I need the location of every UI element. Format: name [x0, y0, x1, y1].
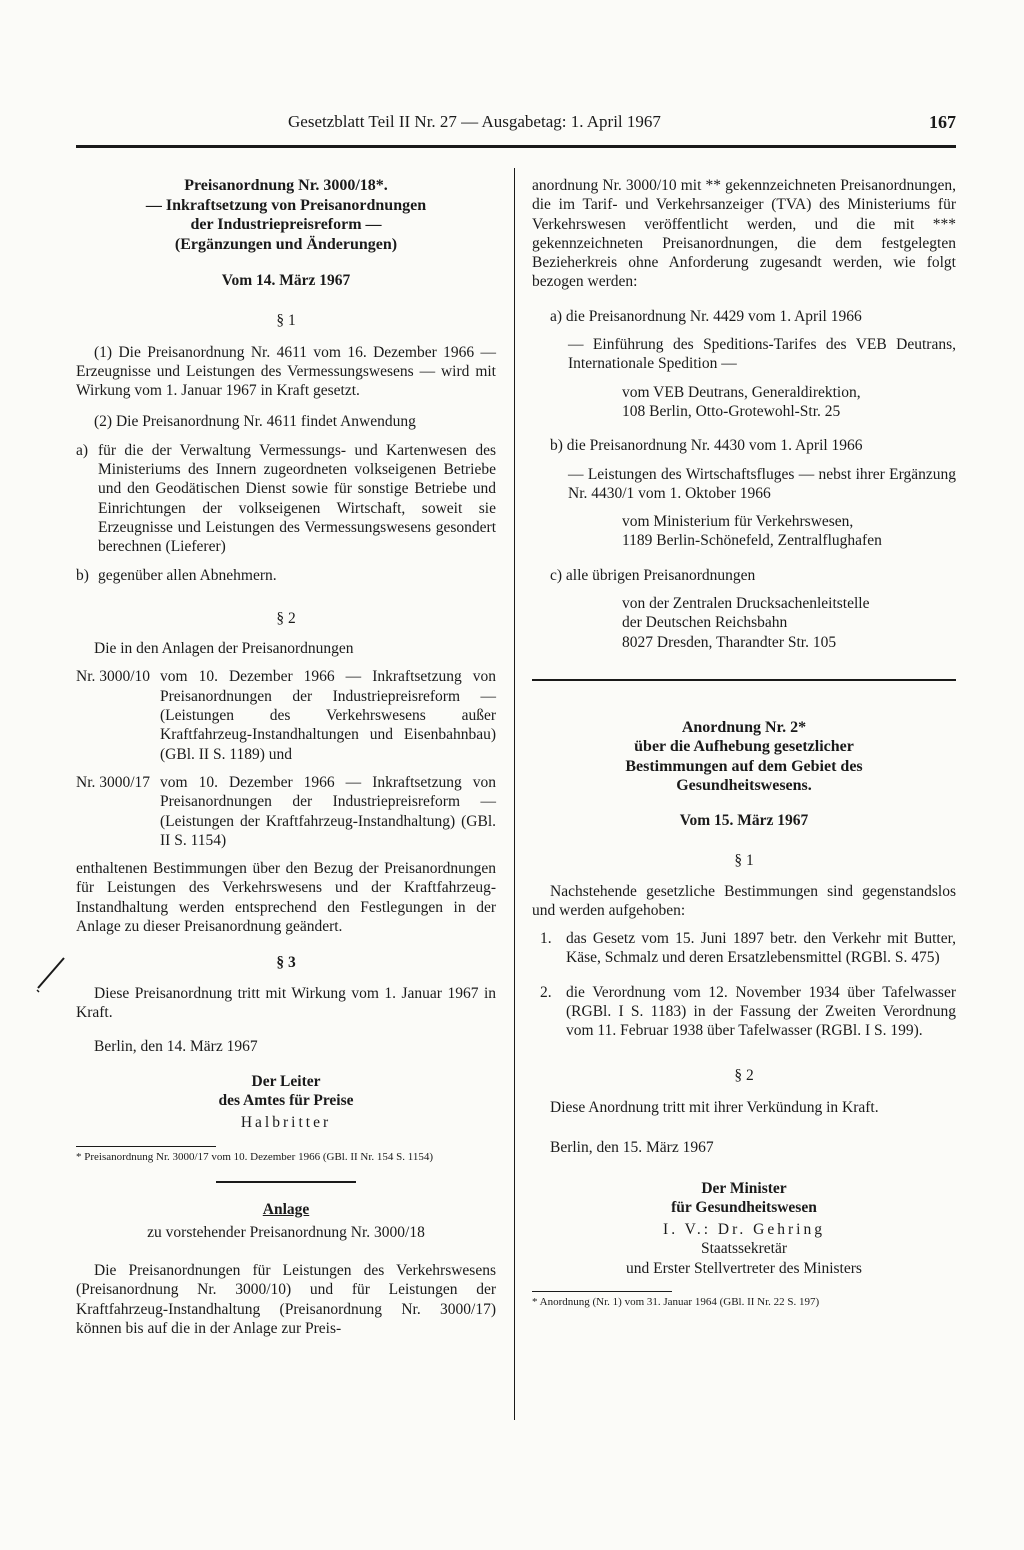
section-1-paragraph-2: (2) Die Preisanordnung Nr. 4611 findet Anwendung [94, 413, 416, 431]
section-2-intro: Die in den Anlagen der Preisanordnungen [94, 640, 354, 658]
section-2-title: § 2 [734, 1066, 754, 1084]
item-label: b) [76, 566, 89, 584]
annex-subtitle: zu vorstehender Preisanordnung Nr. 3000/18 [147, 1223, 425, 1241]
section-2-outro: enthaltenen Bestimmungen über den Bezug der Preisanordnungen für Leistungen des Verkehrswesens und der Kraftfahrzeug-Instandhaltung werden entsprechend den Festlegungen in der Anlage zu dieser Preisanordnung geändert. [76, 860, 496, 936]
heading-line: (Ergänzungen und Änderungen) [174, 235, 398, 253]
continued-text: anordnung Nr. 3000/10 mit ** gekennzeichneten Preisanordnungen, die im Tarif- und Verkehrsanzeiger (TVA) des Ministeriums für Verkehrswesen veröffentlicht werden, und die mit *** gekennzeichneten Preisanordnungen, die dem festgelegten Bezieherkreis ohne Anforderung zugesandt werden, wie folgt bezogen werden: [532, 177, 956, 291]
footnote-rule [76, 1146, 216, 1147]
item-text: vom 10. Dezember 1966 — Inkraftsetzung von Preisanordnungen der Industriepreisreform — (Leistungen des Verkehrswesens außer Kraftfahrzeug-Instandhaltungen und Eisenbahnbau) (GBl. II S. 1189) und [160, 668, 496, 763]
signatory-name: I. V.: Dr. Gehring [663, 1221, 825, 1239]
address-line: 108 Berlin, Otto-Grotewohl-Str. 25 [622, 402, 841, 420]
item-text: gegenüber allen Abnehmern. [98, 566, 277, 584]
header-title: Gesetzblatt Teil II Nr. 27 — Ausgabetag: 1. April 1967 [288, 112, 661, 131]
item-label: Nr. 3000/10 [76, 668, 151, 686]
signature-line: des Amtes für Preise [218, 1091, 354, 1109]
heading-line: Anordnung Nr. 2* [681, 718, 807, 736]
heading-line: Preisanordnung Nr. 3000/18*. [184, 177, 388, 194]
section-rule [216, 1181, 356, 1183]
heading-line: Bestimmungen auf dem Gebiet des [625, 757, 863, 775]
list-item [532, 983, 956, 1041]
place-date: Berlin, den 15. März 1967 [550, 1139, 714, 1157]
list-item [76, 667, 496, 763]
address-line: vom VEB Deutrans, Generaldirektion, [622, 383, 861, 401]
item-text: vom 10. Dezember 1966 — Inkraftsetzung von Preisanordnungen der Industriepreisreform — (Leistungen der Kraftfahrzeug-Instandhaltung) (GBl. II S. 1154) [160, 773, 496, 849]
item-text: für die der Verwaltung Vermessungs- und Kartenwesen des Ministeriums des Innern zugeordneten volkseigenen Betriebe und den Geodätischen Dienst sowie für sonstige Betriebe und Einrichtungen der volkseigenen Wirtschaft, soweit sie Erzeugnisse und Leistungen des Vermessungswesens gesondert berechnen (Lieferer) [98, 441, 496, 556]
footnote: * Preisanordnung Nr. 3000/17 vom 10. Dezember 1966 (GBl. II Nr. 154 S. 1154) [76, 1151, 434, 1164]
heading-line: der Industriepreisreform — [190, 216, 382, 233]
signatory-title: und Erster Stellvertreter des Ministers [626, 1259, 862, 1277]
signatory-name: Halbritter [240, 1114, 332, 1132]
item-label: 1. [540, 930, 552, 948]
signature-line: Der Leiter [251, 1072, 321, 1090]
annex-title: Anlage [262, 1201, 310, 1219]
footnote: * Anordnung (Nr. 1) vom 31. Januar 1964 (GBl. II Nr. 22 S. 197) [532, 1295, 820, 1308]
list-item-b: b) die Preisanordnung Nr. 4430 vom 1. April 1966 [550, 437, 863, 455]
page-header [76, 112, 956, 138]
ordinance-2-heading [532, 718, 956, 796]
address-line: vom Ministerium für Verkehrswesen, [622, 513, 854, 531]
page-number: 167 [929, 112, 956, 132]
section-1-paragraph-1: (1) Die Preisanordnung Nr. 4611 vom 16. Dezember 1966 — Erzeugnisse und Leistungen des Vermessungswesens — wird mit Wirkung vom 1. Januar 1967 in Kraft gesetzt. [76, 343, 496, 400]
signature-line: Der Minister [701, 1179, 787, 1197]
list-item [76, 566, 496, 585]
ordinance-date: Vom 14. März 1967 [221, 272, 351, 289]
list-item-a: a) die Preisanordnung Nr. 4429 vom 1. April 1966 [550, 307, 862, 325]
address-line: der Deutschen Reichsbahn [622, 614, 788, 632]
footnote-rule [532, 1291, 672, 1292]
section-2-title: § 2 [276, 609, 296, 627]
address-line: von der Zentralen Drucksachenleitstelle [622, 595, 870, 613]
item-label: a) [76, 441, 89, 459]
right-column [532, 176, 956, 1309]
list-item [76, 441, 496, 557]
section-3-title: § 3 [276, 954, 296, 972]
item-label: Nr. 3000/17 [76, 773, 151, 791]
item-label: 2. [540, 983, 552, 1001]
address-line: 8027 Dresden, Tharandter Str. 105 [622, 633, 837, 651]
item-b-description: — Leistungen des Wirtschaftsfluges — nebst ihrer Ergänzung Nr. 4430/1 vom 1. Oktober 1966 [568, 465, 956, 502]
address-line: 1189 Berlin-Schönefeld, Zentralflughafen [622, 532, 882, 550]
ordinance-2-date: Vom 15. März 1967 [679, 811, 809, 829]
column-divider [514, 168, 515, 1420]
heading-line: über die Aufhebung gesetzlicher [634, 738, 854, 756]
section-1-title: § 1 [734, 852, 754, 870]
section-1-intro: Nachstehende gesetzliche Bestimmungen sind gegenstandslos und werden aufgehoben: [532, 882, 956, 919]
section-rule [532, 679, 956, 681]
left-column [76, 176, 496, 1338]
signatory-title: Staatssekretär [700, 1240, 788, 1258]
header-rule [76, 145, 956, 148]
item-text: das Gesetz vom 15. Juni 1897 betr. den Verkehr mit Butter, Käse, Schmalz und deren Ersatzlebensmittel (RGBl. S. 475) [566, 930, 956, 967]
item-a-description: — Einführung des Speditions-Tarifes des VEB Deutrans, Internationale Spedition — [568, 336, 956, 373]
heading-line: Gesundheitswesens. [676, 777, 812, 795]
ordinance-heading [76, 176, 496, 254]
signature-line: für Gesundheitswesen [671, 1198, 817, 1216]
handwritten-margin-mark [34, 954, 68, 994]
heading-line: — Inkraftsetzung von Preisanordnungen [145, 196, 427, 214]
section-1-title: § 1 [276, 312, 296, 330]
list-item [532, 929, 956, 968]
place-date: Berlin, den 14. März 1967 [94, 1038, 258, 1056]
list-item [76, 773, 496, 850]
annex-text: Die Preisanordnungen für Leistungen des Verkehrswesens (Preisanordnung Nr. 3000/10) und für Leistungen der Kraftfahrzeug-Instandhaltung (Preisanordnung Nr. 3000/17) können bis auf die in der Anlage zur Preis- [76, 1261, 496, 1337]
item-text: die Verordnung vom 12. November 1934 über Tafelwasser (RGBl. I S. 1183) in der Fassung der Zweiten Verordnung vom 11. Februar 1938 über Tafelwasser (RGBl. I S. 199). [566, 983, 956, 1040]
section-3-text: Diese Preisanordnung tritt mit Wirkung vom 1. Januar 1967 in Kraft. [76, 984, 496, 1021]
section-2-text: Diese Anordnung tritt mit ihrer Verkündung in Kraft. [550, 1098, 879, 1116]
list-item-c: c) alle übrigen Preisanordnungen [550, 566, 756, 584]
